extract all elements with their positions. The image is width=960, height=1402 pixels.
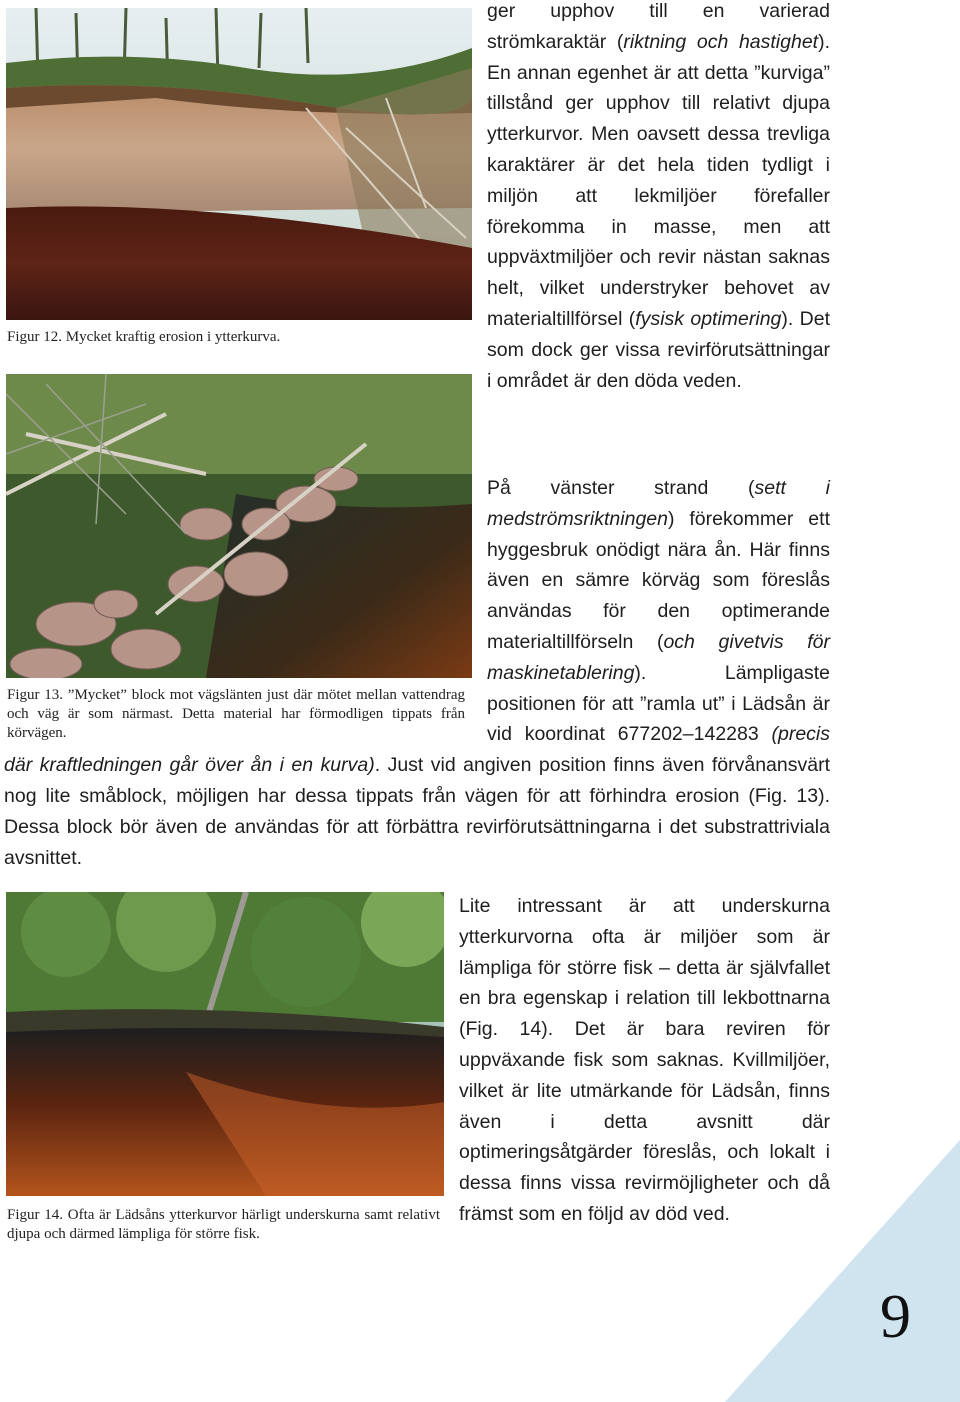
paragraph-1-text-a: ger upphov till en varierad strömkaraktär ( [487, 0, 830, 53]
figure-14-caption: Figur 14. Ofta är Lädsåns ytterkurvor härligt underskurna samt relativt djupa och därmed lämpliga för större fisk. [7, 1207, 440, 1242]
paragraph-1-text-b: ). En annan egenhet är att detta ”kurviga” tillstånd ger upphov till relativt djupa ytterkurvor. Men oavsett dessa trevliga karaktärer är det hela tiden tydligt i miljön att lekmiljöer förefaller förekomma in masse, men att uppväxtmiljöer och revir nästan saknas helt, vilket understryker behovet av materialtillförsel ( [487, 30, 831, 330]
paragraph-1-emphasis-a: riktning och hastighet [623, 30, 819, 53]
paragraph-2-float-spacer [4, 473, 487, 750]
figure-12-caption: Figur 12. Mycket kraftig erosion i ytterkurva. [7, 329, 281, 345]
figure-14-photo [6, 892, 444, 1196]
paragraph-2-text-c: ). Lämpligaste positionen för att ”ramla ut” i Lädsån är vid koordinat 677202–142283 [487, 661, 830, 746]
figure-12-photo [6, 8, 472, 320]
paragraph-2-text-d: . Just vid angiven position finns även förvånansvärt nog lite småblock, möjligen har dessa tippats från vägen för att förhindra erosion (Fig. 13). Dessa block bör även de användas för att förbättra revirförutsättningarna i det substrattriviala avsnittet. [4, 754, 831, 869]
paragraph-2-emphasis-a: sett i medströmsriktningen [487, 477, 830, 530]
figure-13-caption: Figur 13. ”Mycket” block mot vägslänten just där mötet mellan vattendrag och väg är som närmast. Detta material har förmodligen tippats från körvägen. [7, 687, 465, 741]
paragraph-3-text: Lite intressant är att underskurna ytterkurvorna ofta är miljöer som är lämpliga för större fisk – detta är självfallet en bra egenskap i relation till lekbottnarna (Fig. 14). Det är bara reviren för uppväxande fisk som saknas. Kvillmiljöer, vilket är lite utmärkande för Lädsån, finns även i detta avsnitt där optimeringsåtgärder föreslås, och lokalt i dessa finns vissa revirmöjligheter och då främst som en följd av död ved. [459, 895, 830, 1225]
paragraph-2 [4, 473, 830, 873]
corner-accent-shape [725, 1140, 960, 1402]
paragraph-1-text-c: ). Det som dock ger vissa revirförutsättningar i området är den döda veden. [487, 307, 830, 392]
paragraph-2-text-a: På vänster strand ( [487, 477, 755, 499]
paragraph-1 [487, 0, 830, 396]
corner-accent-triangle [725, 1140, 960, 1402]
paragraph-2-emphasis-b: och givetvis för maskinetablering [487, 630, 830, 684]
paragraph-1-emphasis-b: fysisk optimering [635, 307, 782, 330]
paragraph-2-emphasis-c: (precis där kraftledningen går över ån i en kurva) [4, 723, 831, 777]
page-number: 9 [880, 1283, 911, 1351]
paragraph-2-text-b: ) förekommer ett hyggesbruk onödigt nära ån. Här finns även en sämre körväg som föreslås användas för den optimerande materialtillförseln ( [487, 507, 830, 653]
